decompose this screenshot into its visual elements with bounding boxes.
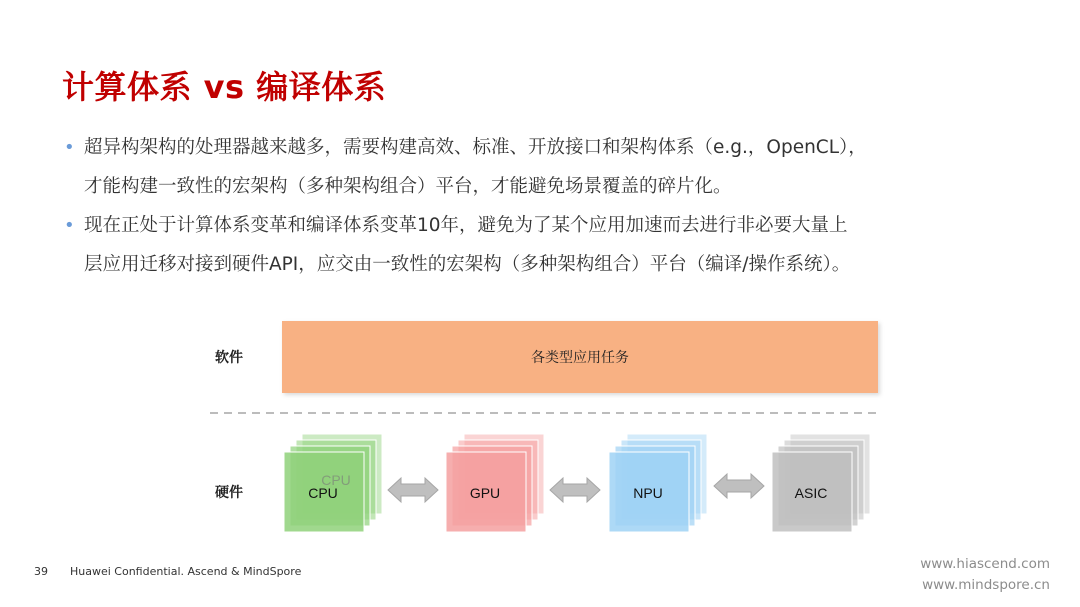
double-arrow-icon [714, 474, 764, 498]
hardware-label: 硬件 [215, 485, 243, 501]
chip-label-cpu: CPU [308, 485, 338, 501]
chip-shadow-label: CPU [321, 472, 351, 488]
chip-label-npu: NPU [633, 485, 663, 501]
chip-stack-npu [609, 434, 707, 532]
bullet-line: 层应用迁移对接到硬件API，应交由一致性的宏架构（多种架构组合）平台（编译/操作系统）。 [84, 254, 851, 275]
bullet-line: 现在正处于计算体系变革和编译体系变革10年，避免为了某个应用加速而去进行非必要大量上 [84, 215, 848, 236]
double-arrow-icon [388, 478, 438, 502]
bullet-line: 超异构架构的处理器越来越多，需要构建高效、标准、开放接口和架构体系（e.g.，OpenCL）， [84, 137, 867, 158]
page-number: 39 [34, 565, 48, 578]
page-title: 计算体系 vs 编译体系 [62, 68, 387, 106]
chip-label-asic: ASIC [794, 485, 828, 501]
chip-stack-gpu [446, 434, 544, 532]
confidential-note: Huawei Confidential. Ascend & MindSpore [70, 565, 302, 578]
software-box-label: 各类型应用任务 [531, 350, 629, 366]
double-arrow-icon [550, 478, 600, 502]
bullet-dot-icon: • [64, 137, 75, 158]
bullet-dot-icon: • [64, 215, 75, 236]
chip-stack-asic [772, 434, 870, 532]
chip-label-gpu: GPU [469, 485, 501, 501]
chip-stack-cpu [284, 434, 382, 532]
website-link-hiascend[interactable]: www.hiascend.com [920, 556, 1050, 572]
bullet-line: 才能构建一致性的宏架构（多种架构组合）平台，才能避免场景覆盖的碎片化。 [84, 176, 732, 197]
software-label: 软件 [215, 350, 243, 366]
website-link-mindspore[interactable]: www.mindspore.cn [922, 577, 1050, 593]
